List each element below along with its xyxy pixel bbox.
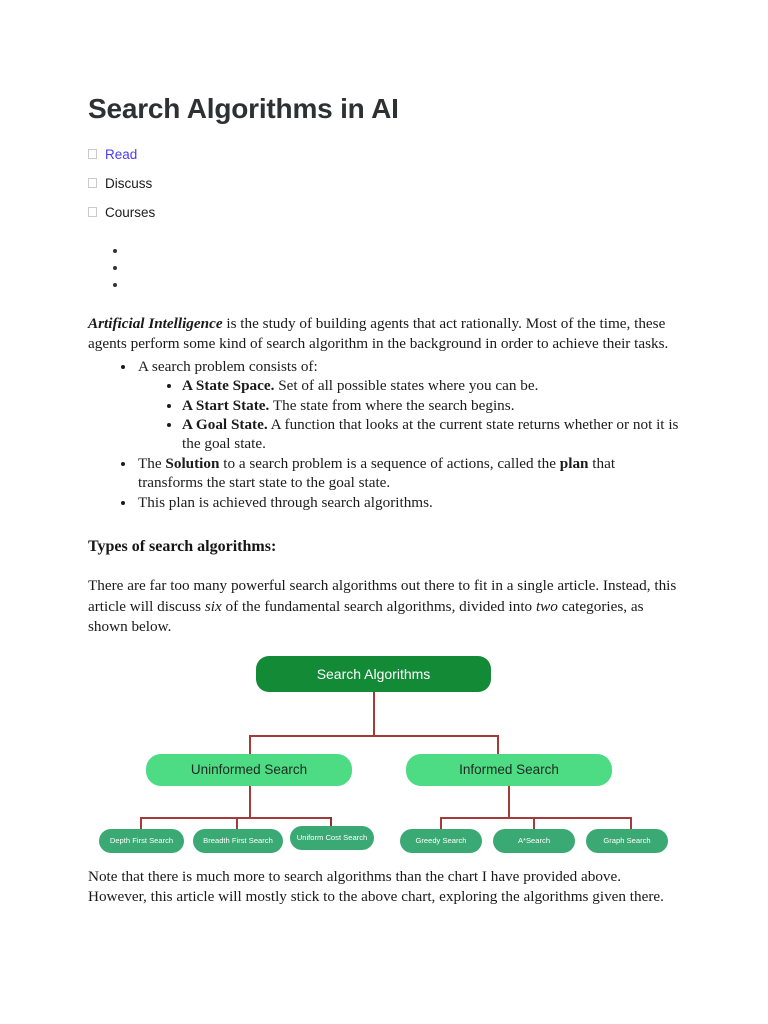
diagram-node-greedy-search[interactable]: Greedy Search [400, 829, 482, 853]
solution-mid: to a search problem is a sequence of actions, called the [219, 454, 560, 472]
connector-root-trunk [373, 692, 375, 736]
diagram-node-uniform-cost-search[interactable]: Uniform Cost Search [290, 826, 374, 850]
search-algorithms-diagram [88, 648, 680, 853]
connector-right-trunk [508, 786, 510, 818]
types-paragraph [88, 576, 680, 638]
closing-paragraph: Note that there is much more to search algorithms than the chart I have provided above. However, this article will mostly stick to the above chart, exploring the algorithms given there. [88, 867, 664, 906]
def-start-state: The state from where the search begins. [269, 396, 515, 414]
connector-left-drop-2 [236, 817, 238, 830]
term-goal-state: A Goal State. [182, 415, 268, 433]
def-goal-state: A function that looks at the current state returns whether or not it is the goal state. [182, 415, 679, 453]
broken-image-icon [88, 149, 97, 159]
list-item-solution [136, 454, 680, 493]
types-part2: of the fundamental search algorithms, divided into [221, 597, 536, 615]
solution-pre: The [138, 454, 166, 472]
search-problem-heading: A search problem consists of: [138, 357, 318, 375]
connector-right-drop-2 [533, 817, 535, 830]
a-star-tail: Search [525, 836, 551, 846]
solution-bold-solution: Solution [165, 454, 220, 472]
action-label-read[interactable]: Read [105, 146, 138, 162]
action-read[interactable] [88, 140, 680, 169]
diagram-node-graph-search[interactable]: Graph Search [586, 829, 668, 853]
connector-left-trunk [249, 786, 251, 818]
types-part3: categories, as shown below. [88, 597, 644, 636]
broken-image-icon [88, 178, 97, 188]
term-start-state: A Start State. [182, 396, 270, 414]
diagram-node-informed-search[interactable]: Informed Search [406, 754, 612, 786]
action-discuss[interactable] [88, 169, 680, 198]
diagram-node-uninformed-search[interactable]: Uninformed Search [146, 754, 352, 786]
diagram-node-search-algorithms[interactable]: Search Algorithms [256, 656, 491, 692]
list-item [128, 260, 680, 277]
empty-bullet-list [88, 243, 680, 294]
section-heading-types: Types of search algorithms: [88, 538, 277, 556]
solution-post: that transforms the start state to the goal state. [138, 454, 616, 492]
types-em-two: two [535, 597, 558, 615]
connector-right-bar [440, 817, 632, 819]
def-state-space: Set of all possible states where you can be. [274, 377, 539, 395]
page-title: Search Algorithms in AI [88, 93, 399, 124]
list-item [128, 277, 680, 294]
intro-paragraph [88, 314, 680, 355]
list-item-start-state [182, 396, 680, 415]
action-courses[interactable] [88, 198, 680, 227]
list-item-search-problem [136, 357, 680, 454]
connector-drop-left [249, 735, 251, 756]
article-actions [88, 140, 680, 227]
solution-bold-plan: plan [559, 454, 589, 472]
types-part1: There are far too many powerful search algorithms out there to fit in a single article. Instead, this article will discuss [88, 577, 677, 615]
intro-lead-term: Artificial Intelligence [88, 314, 223, 332]
types-em-six: six [204, 597, 222, 615]
action-label-courses[interactable]: Courses [105, 204, 156, 220]
broken-image-icon [88, 207, 97, 217]
search-problem-list [88, 357, 680, 513]
term-state-space: A State Space. [182, 377, 275, 395]
list-item-goal-state [182, 415, 680, 454]
a-star-base: A [517, 836, 524, 846]
connector-right-drop-3 [630, 817, 632, 830]
intro-body-text: is the study of building agents that act rationally. Most of the time, these agents perform some kind of search algorithm in the background in order to achieve their tasks. [88, 314, 669, 353]
connector-level1-bar [249, 735, 499, 737]
diagram-node-depth-first-search[interactable]: Depth First Search [99, 829, 184, 853]
diagram-node-a-star-search[interactable]: A * Search [493, 829, 575, 853]
connector-right-drop-1 [440, 817, 442, 830]
search-problem-components [138, 376, 680, 454]
diagram-node-breadth-first-search[interactable]: Breadth First Search [193, 829, 283, 853]
article-content [88, 92, 680, 908]
list-item-state-space [182, 376, 680, 395]
connector-left-drop-1 [140, 817, 142, 830]
action-label-discuss[interactable]: Discuss [105, 175, 153, 191]
list-item [128, 243, 680, 260]
list-item-closing: • This plan is achieved through search algorithms. [136, 493, 680, 512]
connector-drop-right [497, 735, 499, 756]
